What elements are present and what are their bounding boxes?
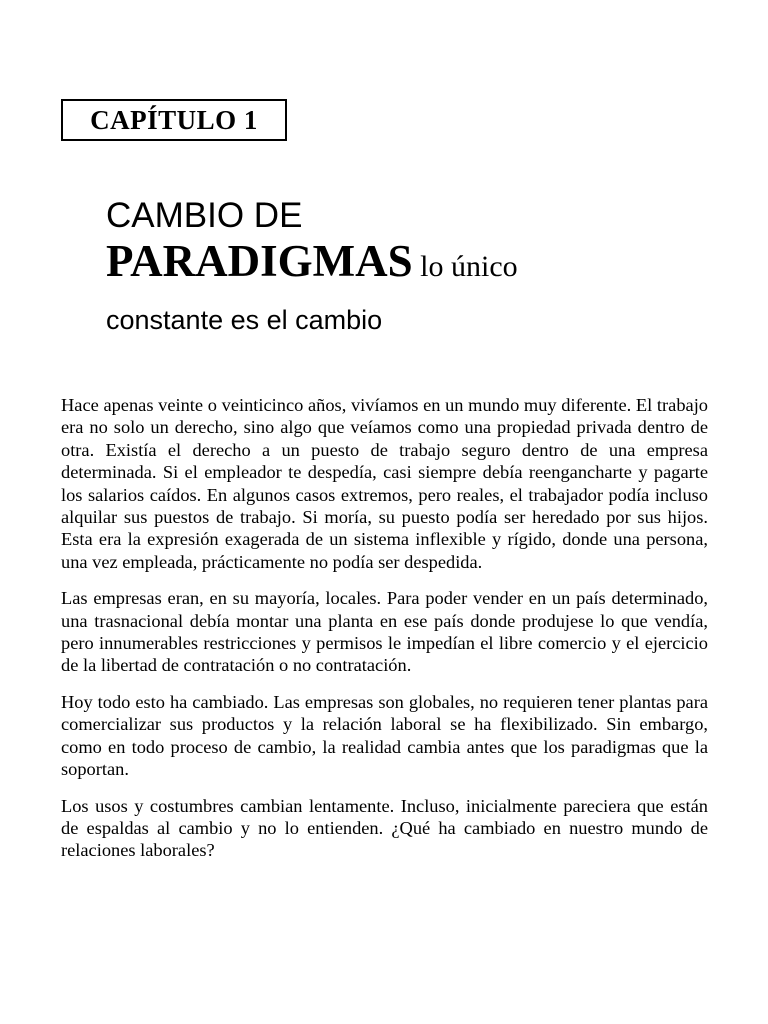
- paragraph: Los usos y costumbres cambian lentamente. Incluso, inicialmente pareciera que están de espaldas al cambio y no lo entienden. ¿Qué ha cambiado en nuestro mundo de relaciones laborales?: [61, 795, 708, 861]
- chapter-title: [106, 196, 706, 337]
- title-line-2-tail: lo único: [412, 250, 518, 283]
- chapter-label: CAPÍTULO 1: [90, 104, 258, 135]
- title-line-3: constante es el cambio: [106, 305, 383, 335]
- title-emphasis: PARADIGMAS: [106, 236, 413, 286]
- title-line-1: CAMBIO DE: [106, 196, 303, 235]
- paragraph: Las empresas eran, en su mayoría, locales. Para poder vender en un país determinado, una trasnacional debía montar una planta en ese país donde produjese lo que vendía, pero innumerables restricciones y permisos le impedían el libre comercio y el ejercicio de la libertad de contratación o no contratación.: [61, 588, 708, 676]
- paragraph: Hoy todo esto ha cambiado. Las empresas son globales, no requieren tener plantas para comercializar sus productos y la relación laboral se ha flexibilizado. Sin embargo, como en todo proceso de cambio, la realidad cambia antes que los paradigmas que la soportan.: [61, 691, 708, 780]
- body-text: [61, 394, 708, 876]
- title-line-2: [106, 236, 706, 297]
- paragraph: Hace apenas veinte o veinticinco años, vivíamos en un mundo muy diferente. El trabajo era no solo un derecho, sino algo que veíamos como una propiedad privada dentro de otra. Existía el derecho a un puesto de trabajo seguro dentro de una empresa determinada. Si el empleador te despedía, casi siempre debía reengancharte y pagarte los salarios caídos. En algunos casos extremos, pero reales, el trabajador podía incluso alquilar sus puestos de trabajo. Si moría, su puesto podía ser heredado por sus hijos. Esta era la expresión exagerada de un sistema inflexible y rígido, donde una persona, una vez empleada, prácticamente no podía ser despedida.: [61, 395, 708, 572]
- chapter-heading-box: [61, 99, 287, 141]
